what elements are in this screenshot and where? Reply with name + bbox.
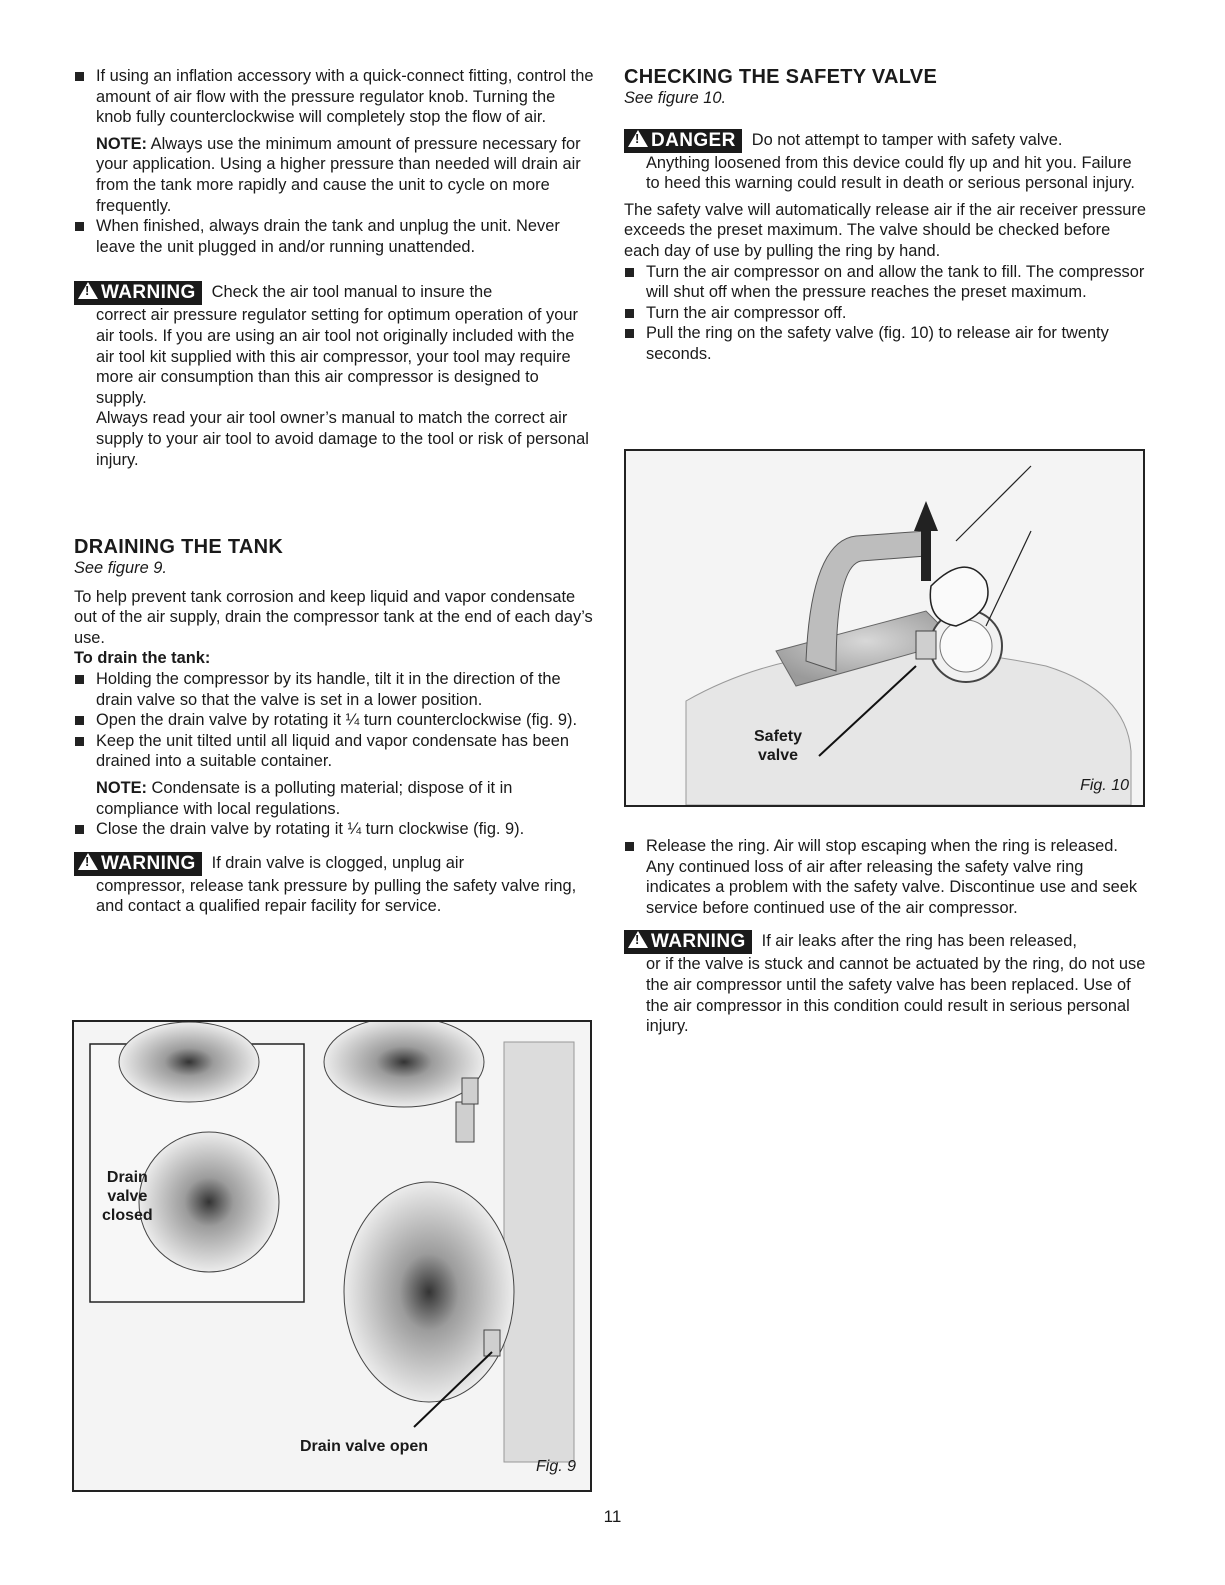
warning-badge: !WARNING — [74, 852, 202, 876]
section-heading-draining: DRAINING THE TANK — [74, 536, 284, 559]
warning-lead-text: Check the air tool manual to insure the — [211, 283, 493, 302]
alert-triangle-icon — [628, 130, 648, 147]
danger-badge: !DANGER — [624, 129, 742, 153]
danger-body-text: Anything loosened from this device could fly up and hit you. Failure to heed this warning could result in death or serious personal injury. — [646, 153, 1135, 193]
note-text: Condensate is a polluting material; dispose of it in compliance with local regulations. — [96, 779, 513, 818]
figure-label: Fig. 9 — [535, 1458, 576, 1475]
danger-lead-text: Do not attempt to tamper with safety valve. — [751, 130, 1063, 149]
right-column — [624, 66, 1149, 365]
warning-drain-clogged — [74, 852, 594, 917]
warning-air-tool-manual — [74, 281, 594, 470]
page-number: 11 — [603, 1507, 622, 1526]
warning-lead-text: If drain valve is clogged, unplug air — [211, 853, 465, 872]
safety-valve-body — [916, 631, 936, 659]
danger-tamper — [624, 129, 1149, 194]
bullet-inflation-accessory: If using an inflation accessory with a quick-connect fitting, control the amount of air flow with the pressure regulator knob. Turning the knob fully counterclockwise will completely stop the flow of air. — [74, 66, 594, 128]
drain-step: Keep the unit tilted until all liquid and vapor condensate has been drained into a suitable container. — [74, 731, 594, 772]
see-figure-9: See figure 9. — [74, 559, 167, 578]
safety-valve-illustration — [626, 451, 1143, 805]
right-column-lower — [624, 836, 1149, 1037]
drain-step-close: Close the drain valve by rotating it ¼ turn clockwise (fig. 9). — [74, 819, 594, 840]
warning-body-text: or if the valve is stuck and cannot be actuated by the ring, do not use the air compressor until the safety valve has been replaced. Use of the air compressor in this condition could result in serious personal injury. — [646, 955, 1146, 1036]
lower-tank-inset — [139, 1132, 279, 1272]
drain-valve-top — [462, 1078, 478, 1104]
drain-step: Open the drain valve by rotating it ¼ turn counterclockwise (fig. 9). — [74, 710, 594, 731]
warning-badge: !WARNING — [74, 281, 202, 305]
warning-body-text: compressor, release tank pressure by pulling the safety valve ring, and contact a qualified repair facility for service. — [96, 876, 577, 916]
drain-valve-open-callout: Drain valve open — [300, 1438, 429, 1455]
warning-body-text-2: Always read your air tool owner’s manual to match the correct air supply to your air tool to avoid damage to the tool or risk of personal injury. — [96, 409, 589, 469]
figure-9-drain-valve — [72, 1020, 592, 1492]
to-drain-subheading: To drain the tank: — [74, 649, 211, 668]
note-label: NOTE: — [96, 779, 147, 798]
lower-tank — [344, 1182, 514, 1402]
bullet-when-finished: When finished, always drain the tank and unplug the unit. Never leave the unit plugged in and/or running unattended. — [74, 216, 594, 257]
release-step: Release the ring. Air will stop escaping when the ring is released. Any continued loss of air after releasing the safety valve ring indicates a problem with the safety valve. Discontinue use and seek service before continued use of the air compressor. — [624, 836, 1149, 918]
safety-step: Turn the air compressor off. — [624, 303, 1149, 324]
warning-badge: !WARNING — [624, 930, 752, 954]
drain-valve-closed-callout: Drain valve closed — [102, 1169, 153, 1224]
note-minimum-pressure — [74, 134, 594, 216]
safety-intro: The safety valve will automatically release air if the air receiver pressure exceeds the preset maximum. The valve should be checked before each day of use by pulling the ring by hand. — [624, 200, 1146, 260]
arm-line — [956, 466, 1031, 541]
gauge-face — [940, 620, 992, 672]
alert-triangle-icon — [628, 931, 648, 948]
see-figure-10: See figure 10. — [624, 89, 727, 107]
frame-bar — [504, 1042, 574, 1462]
warning-body-text: correct air pressure regulator setting for optimum operation of your air tools. If you are using an air tool not originally included with the air tool kit supplied with this air compressor, your tool may require more air consumption than this air compressor is designed to supply. — [96, 306, 578, 407]
safety-step: Turn the air compressor on and allow the tank to fill. The compressor will shut off when the pressure reaches the preset maximum. — [624, 262, 1149, 303]
upper-tank — [324, 1022, 484, 1107]
alert-triangle-icon — [78, 282, 98, 299]
warning-lead-text: If air leaks after the ring has been released, — [761, 932, 1077, 951]
upper-tank-inset — [119, 1022, 259, 1102]
warning-air-leaks — [624, 930, 1149, 1036]
safety-valve-callout: Safety valve — [754, 728, 803, 764]
handle-bracket — [456, 1102, 474, 1142]
left-column — [74, 66, 594, 917]
arm-line — [986, 531, 1031, 626]
drain-step: Holding the compressor by its handle, tilt it in the direction of the drain valve so that the valve is set in a lower position. — [74, 669, 594, 710]
note-condensate — [74, 778, 594, 819]
figure-label: Fig. 10 — [1080, 777, 1129, 794]
alert-triangle-icon — [78, 853, 98, 870]
figure-10-safety-valve — [624, 449, 1145, 807]
drain-valve-illustration — [74, 1022, 590, 1490]
section-heading-safety-valve: CHECKING THE SAFETY VALVE — [624, 66, 938, 88]
safety-step: Pull the ring on the safety valve (fig. 10) to release air for twenty seconds. — [624, 323, 1149, 364]
note-label: NOTE: — [96, 134, 147, 153]
note-text: Always use the minimum amount of pressure necessary for your application. Using a higher pressure than needed will drain air from the tank more rapidly and cause the unit to cycle on more frequently. — [96, 134, 581, 215]
draining-intro: To help prevent tank corrosion and keep liquid and vapor condensate out of the air supply, drain the compressor tank at the end of each day’s use. — [74, 587, 593, 647]
